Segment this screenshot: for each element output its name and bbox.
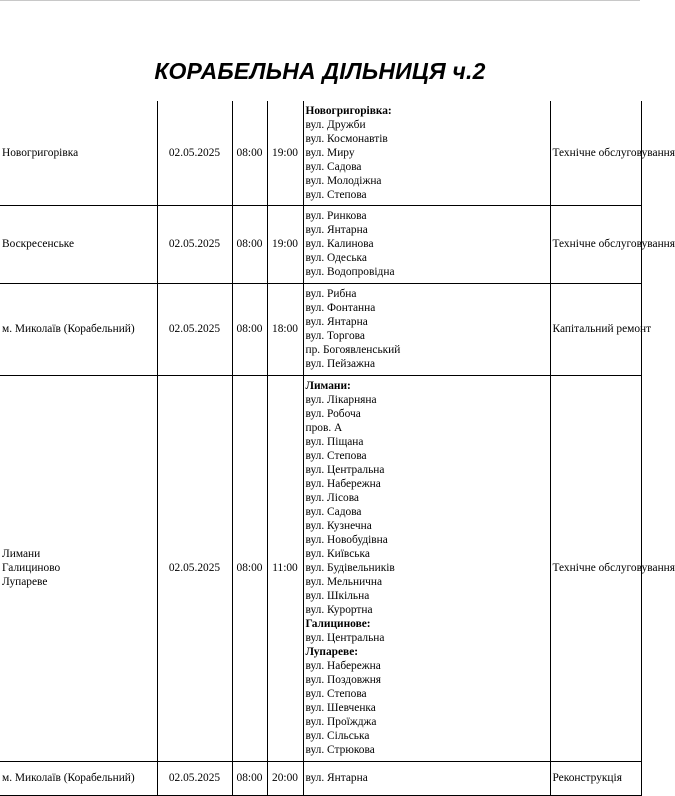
settlement-name: Лупареве xyxy=(2,576,48,588)
settlement-name: м. Миколаїв (Корабельний) xyxy=(2,323,135,335)
street-line: вул. Проїжджа xyxy=(305,716,377,728)
settlement-cell xyxy=(0,375,157,761)
street-line: вул. Будівельників xyxy=(305,562,395,574)
street-line: вул. Набережна xyxy=(305,660,381,672)
date-cell: 02.05.2025 xyxy=(157,375,232,761)
date-cell: 02.05.2025 xyxy=(157,283,232,375)
street-line: вул. Піщана xyxy=(305,436,364,448)
street-line: вул. Новобудівна xyxy=(305,534,388,546)
work-type-cell: Технічне обслуговування xyxy=(550,101,641,205)
street-line: вул. Садова xyxy=(305,506,362,518)
table-row xyxy=(0,283,641,375)
settlement-cell xyxy=(0,283,157,375)
street-line: вул. Шевченка xyxy=(305,702,376,714)
table-row xyxy=(0,205,641,283)
settlement-name: Лимани xyxy=(2,548,41,560)
street-line: вул. Калинова xyxy=(305,238,374,250)
settlement-name: Новогригорівка xyxy=(2,146,79,159)
time-to-cell: 18:00 xyxy=(267,283,303,375)
street-line: вул. Рибна xyxy=(305,288,357,300)
street-line: вул. Поздовжня xyxy=(305,674,382,686)
street-line: вул. Лісова xyxy=(305,492,359,504)
street-line: вул. Кузнечна xyxy=(305,520,372,532)
settlement-name: м. Миколаїв (Корабельний) xyxy=(2,772,135,784)
street-group-header: Лупареве: xyxy=(305,646,359,658)
work-type-cell: Реконструкція xyxy=(550,761,641,795)
streets-cell xyxy=(303,283,550,375)
street-line: вул. Одеська xyxy=(305,252,367,264)
date-cell: 02.05.2025 xyxy=(157,761,232,795)
time-from-cell: 08:00 xyxy=(232,761,267,795)
page-title: КОРАБЕЛЬНА ДІЛЬНИЦЯ ч.2 xyxy=(154,58,486,84)
streets-cell xyxy=(303,761,550,795)
street-line: вул. Молодіжна xyxy=(305,174,382,187)
time-to-cell: 19:00 xyxy=(267,205,303,283)
street-line: вул. Центральна xyxy=(305,464,385,476)
street-line: вул. Шкільна xyxy=(305,590,370,602)
street-line: вул. Курортна xyxy=(305,604,373,616)
street-line: вул. Пейзажна xyxy=(305,358,376,370)
street-group-header: Новогригорівка: xyxy=(305,104,392,117)
work-type-cell: Технічне обслуговування xyxy=(550,205,641,283)
time-to-cell: 19:00 xyxy=(267,101,303,205)
time-from-cell: 08:00 xyxy=(232,205,267,283)
street-line: вул. Лікарняна xyxy=(305,394,377,406)
table-row xyxy=(0,101,641,205)
street-line: вул. Космонавтів xyxy=(305,132,388,145)
street-line: вул. Степова xyxy=(305,450,367,462)
top-divider xyxy=(0,0,640,1)
settlement-name: Воскресенське xyxy=(2,238,75,250)
street-line: вул. Торгова xyxy=(305,330,365,342)
settlement-cell xyxy=(0,101,157,205)
street-line: вул. Сільська xyxy=(305,730,370,742)
time-to-cell: 11:00 xyxy=(267,375,303,761)
street-line: пр. Богоявленський xyxy=(305,344,401,356)
time-from-cell: 08:00 xyxy=(232,283,267,375)
street-line: вул. Фонтанна xyxy=(305,302,376,314)
street-line: вул. Степова xyxy=(305,688,367,700)
street-line: вул. Центральна xyxy=(305,632,385,644)
street-line: вул. Миру xyxy=(305,146,355,159)
table-row xyxy=(0,761,641,795)
street-line: вул. Янтарна xyxy=(305,224,368,236)
streets-cell xyxy=(303,205,550,283)
table-row xyxy=(0,375,641,761)
street-line: вул. Водопровідна xyxy=(305,266,395,278)
street-line: вул. Садова xyxy=(305,160,362,173)
street-line: вул. Ринкова xyxy=(305,210,367,222)
date-cell: 02.05.2025 xyxy=(157,101,232,205)
street-line: пров. А xyxy=(305,422,343,434)
streets-cell xyxy=(303,375,550,761)
date-cell: 02.05.2025 xyxy=(157,205,232,283)
street-line: вул. Янтарна xyxy=(305,772,368,784)
street-line: вул. Набережна xyxy=(305,478,381,490)
street-line: вул. Київська xyxy=(305,548,370,560)
street-line: вул. Робоча xyxy=(305,408,361,420)
work-type-cell: Технічне обслуговування xyxy=(550,375,641,761)
time-from-cell: 08:00 xyxy=(232,375,267,761)
work-type-cell: Капітальний ремонт xyxy=(550,283,641,375)
time-from-cell: 08:00 xyxy=(232,101,267,205)
street-line: вул. Мельнична xyxy=(305,576,383,588)
time-to-cell: 20:00 xyxy=(267,761,303,795)
streets-cell xyxy=(303,101,550,205)
settlement-cell xyxy=(0,205,157,283)
settlement-cell xyxy=(0,761,157,795)
outage-schedule-table xyxy=(0,101,675,796)
street-group-header: Галицинове: xyxy=(305,618,371,630)
street-line: вул. Степова xyxy=(305,188,367,201)
settlement-name: Галициново xyxy=(2,562,61,574)
street-line: вул. Стрюкова xyxy=(305,744,375,756)
street-line: вул. Янтарна xyxy=(305,316,368,328)
street-group-header: Лимани: xyxy=(305,380,351,392)
street-line: вул. Дружби xyxy=(305,118,366,131)
